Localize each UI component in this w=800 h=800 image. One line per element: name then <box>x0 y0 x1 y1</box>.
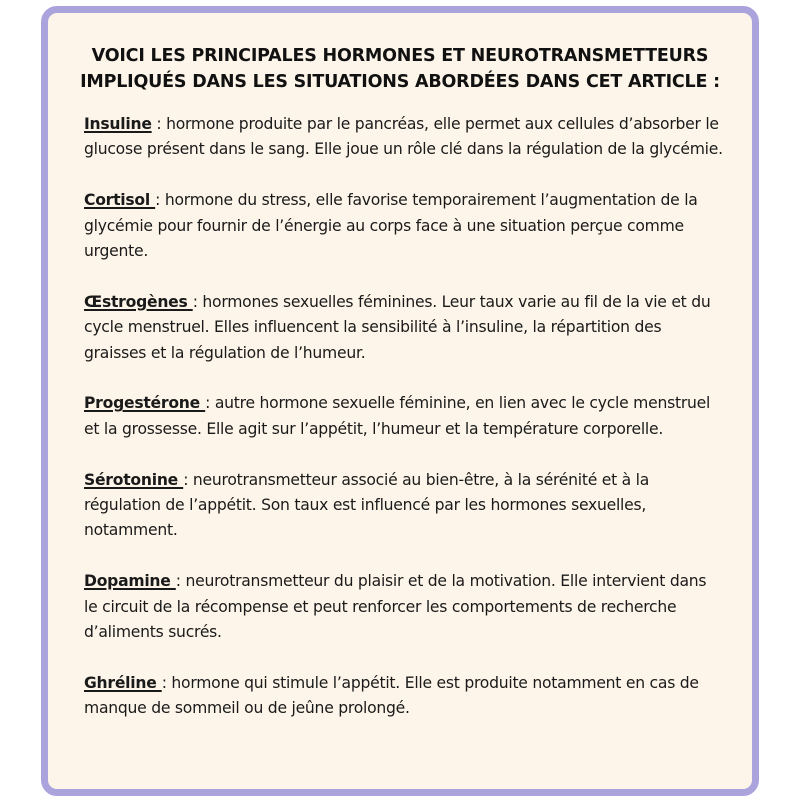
title-line-1: VOICI LES PRINCIPALES HORMONES ET NEUROTRANSMETTEURS <box>91 46 709 66</box>
term-progesterone: Progestérone <box>84 394 206 413</box>
term-serotonine: Sérotonine <box>84 470 184 489</box>
entry-oestrogenes <box>84 290 724 366</box>
title-line-2: IMPLIQUÉS DANS LES SITUATIONS ABORDÉES DANS CET ARTICLE : <box>80 72 720 92</box>
definition-serotonine: : neurotransmetteur associé au bien-être, à la sérénité et à la régulation de l’appétit. Son taux est influencé par les hormones sexuelles, notamment. <box>84 470 650 540</box>
entry-ghreline <box>84 671 724 722</box>
term-dopamine: Dopamine <box>84 572 176 591</box>
definition-oestrogenes: : hormones sexuelles féminines. Leur taux varie au fil de la vie et du cycle menstruel. Elles influencent la sensibilité à l’insuline, la répartition des graisses et la régulation de l’humeur. <box>84 292 711 362</box>
definition-progesterone: : autre hormone sexuelle féminine, en lien avec le cycle menstruel et la grossesse. Elle agit sur l’appétit, l’humeur et la température corporelle. <box>84 394 711 438</box>
term-ghreline: Ghréline <box>84 673 162 692</box>
content-card <box>41 6 759 796</box>
definition-dopamine: : neurotransmetteur du plaisir et de la motivation. Elle intervient dans le circuit de la récompense et peut renforcer les comportements de recherche d’aliments sucrés. <box>84 572 707 642</box>
entry-serotonine <box>84 468 724 544</box>
page-title <box>48 43 752 95</box>
entry-insuline <box>84 112 724 163</box>
term-oestrogenes: Œstrogènes <box>84 292 193 311</box>
definition-insuline: : hormone produite par le pancréas, elle permet aux cellules d’absorber le glucose présent dans le sang. Elle joue un rôle clé dans la régulation de la glycémie. <box>84 115 723 159</box>
entry-progesterone <box>84 391 724 442</box>
entry-cortisol <box>84 188 724 264</box>
term-insuline: Insuline <box>84 115 152 133</box>
definition-ghreline: : hormone qui stimule l’appétit. Elle est produite notamment en cas de manque de sommeil ou de jeûne prolongé. <box>84 673 699 718</box>
entry-dopamine <box>84 569 724 645</box>
glossary-list <box>84 112 724 747</box>
term-cortisol: Cortisol <box>84 191 156 210</box>
definition-cortisol: : hormone du stress, elle favorise temporairement l’augmentation de la glycémie pour fournir de l’énergie au corps face à une situation perçue comme urgente. <box>84 191 698 261</box>
